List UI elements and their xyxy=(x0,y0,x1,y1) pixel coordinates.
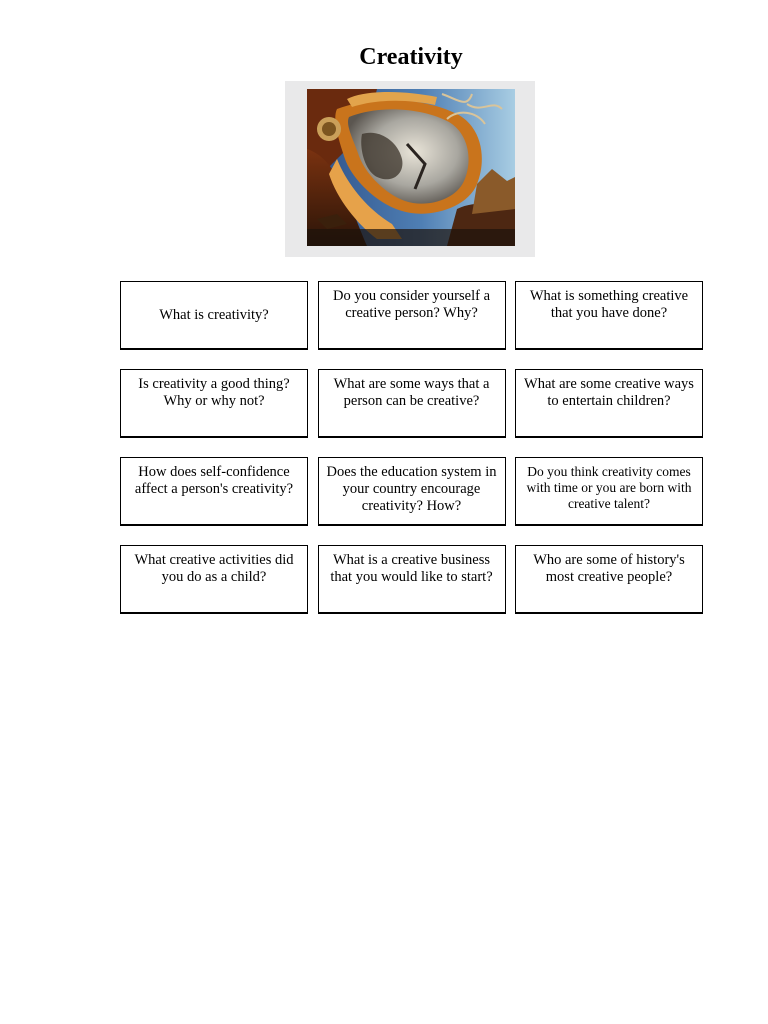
question-card: What is a creative business that you would like to start? xyxy=(318,545,506,614)
question-card: Do you think creativity comes with time or you are born with creative talent? xyxy=(515,457,703,526)
question-card: What is creativity? xyxy=(120,281,308,350)
question-card: Does the education system in your country encourage creativity? How? xyxy=(318,457,506,526)
question-card: Who are some of history's most creative people? xyxy=(515,545,703,614)
question-card: What are some ways that a person can be creative? xyxy=(318,369,506,438)
question-card: Is creativity a good thing? Why or why not? xyxy=(120,369,308,438)
question-card: What creative activities did you do as a child? xyxy=(120,545,308,614)
question-cards-grid xyxy=(120,281,703,614)
question-card: How does self-confidence affect a person's creativity? xyxy=(120,457,308,526)
melting-clock-painting-image xyxy=(307,89,515,246)
question-card: What is something creative that you have done? xyxy=(515,281,703,350)
question-card: Do you consider yourself a creative person? Why? xyxy=(318,281,506,350)
painting-image-frame xyxy=(285,81,535,257)
page-title: Creativity xyxy=(359,44,463,70)
question-card: What are some creative ways to entertain children? xyxy=(515,369,703,438)
